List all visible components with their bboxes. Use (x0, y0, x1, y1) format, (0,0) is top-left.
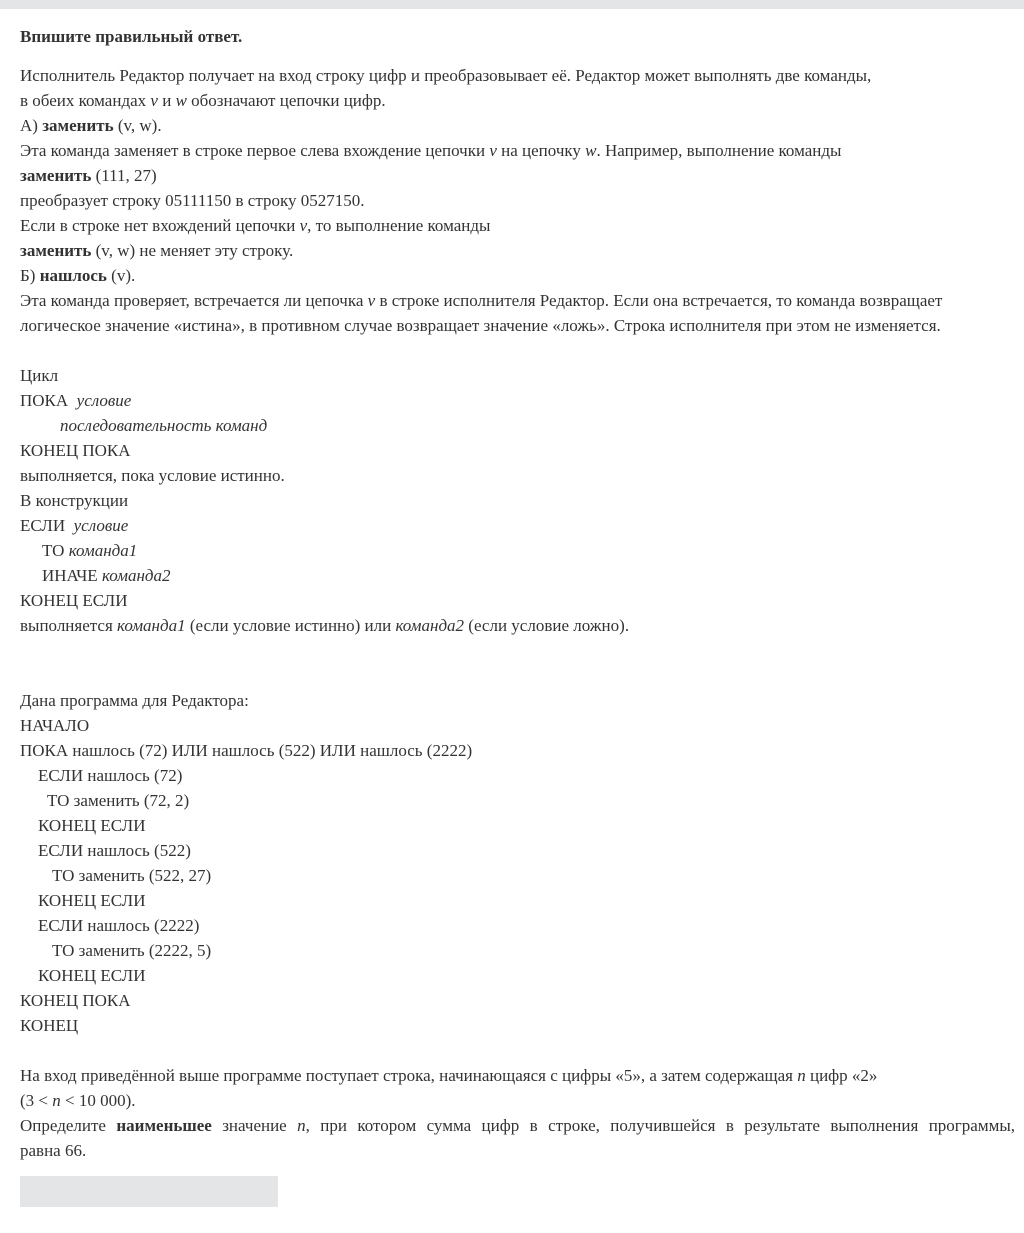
command-a-header: А) заменить (v, w). (20, 116, 162, 135)
answer-input[interactable] (20, 1176, 278, 1207)
else-line: ИНАЧЕ команда2 (42, 566, 171, 585)
command-b-description-1: Эта команда проверяет, встречается ли цепочка v в строке исполнителя Редактор. Если она встречается, то команда возвращает (20, 291, 943, 310)
end-while-line: КОНЕЦ ПОКА (20, 441, 131, 460)
task-content (20, 24, 1015, 1163)
program-line: ЕСЛИ нашлось (2222) (38, 916, 200, 935)
if-description: выполняется команда1 (если условие истинно) или команда2 (если условие ложно). (20, 616, 630, 635)
program-line: ПОКА нашлось (72) ИЛИ нашлось (522) ИЛИ нашлось (2222) (20, 741, 473, 760)
while-description: выполняется, пока условие истинно. (20, 466, 285, 485)
top-bar (0, 0, 1024, 9)
instruction-title: Впишите правильный ответ. (20, 27, 243, 46)
in-construct-label: В конструкции (20, 491, 129, 510)
task-line-4: равна 66. (20, 1141, 87, 1160)
task-line-1: На вход приведённой выше программе поступает строка, начинающаяся с цифры «5», а затем содержащая n цифр «2» (20, 1066, 878, 1085)
no-match-command: заменить (v, w) не меняет эту строку. (20, 241, 294, 260)
while-line: ПОКА условие (20, 391, 132, 410)
if-line: ЕСЛИ условие (20, 516, 129, 535)
program-line: ТО заменить (2222, 5) (52, 941, 212, 960)
program-line: ТО заменить (72, 2) (47, 791, 190, 810)
program-line: КОНЕЦ ЕСЛИ (38, 816, 146, 835)
intro-line-2: в обеих командах v и w обозначают цепочки цифр. (20, 91, 386, 110)
program-line: КОНЕЦ ЕСЛИ (38, 891, 146, 910)
sequence-line: последовательность команд (60, 416, 268, 435)
program-heading: Дана программа для Редактора: (20, 691, 249, 710)
program-line: ТО заменить (522, 27) (52, 866, 212, 885)
command-b-header: Б) нашлось (v). (20, 266, 136, 285)
program-line: КОНЕЦ ЕСЛИ (38, 966, 146, 985)
program-line: ЕСЛИ нашлось (72) (38, 766, 183, 785)
example-result: преобразует строку 05111150 в строку 0527150. (20, 191, 365, 210)
end-if-line: КОНЕЦ ЕСЛИ (20, 591, 128, 610)
command-a-description: Эта команда заменяет в строке первое слева вхождение цепочки v на цепочку w. Например, выполнение команды (20, 141, 842, 160)
program-line: ЕСЛИ нашлось (522) (38, 841, 191, 860)
cycle-label: Цикл (20, 366, 59, 385)
intro-line-1: Исполнитель Редактор получает на вход строку цифр и преобразовывает её. Редактор может выполнять две команды, (20, 66, 872, 85)
program-line: НАЧАЛО (20, 716, 90, 735)
program-line: КОНЕЦ ПОКА (20, 991, 131, 1010)
example-command: заменить (111, 27) (20, 166, 157, 185)
task-line-2: (3 < n < 10 000). (20, 1091, 136, 1110)
then-line: ТО команда1 (42, 541, 138, 560)
command-b-description-2: логическое значение «истина», в противном случае возвращает значение «ложь». Строка исполнителя при этом не изменяется. (20, 316, 941, 335)
no-match-line: Если в строке нет вхождений цепочки v, то выполнение команды (20, 216, 491, 235)
task-line-3: Определите наименьшее значение n, при котором сумма цифр в строке, получившейся в результате выполнения программы, (20, 1116, 1016, 1135)
program-line: КОНЕЦ (20, 1016, 79, 1035)
